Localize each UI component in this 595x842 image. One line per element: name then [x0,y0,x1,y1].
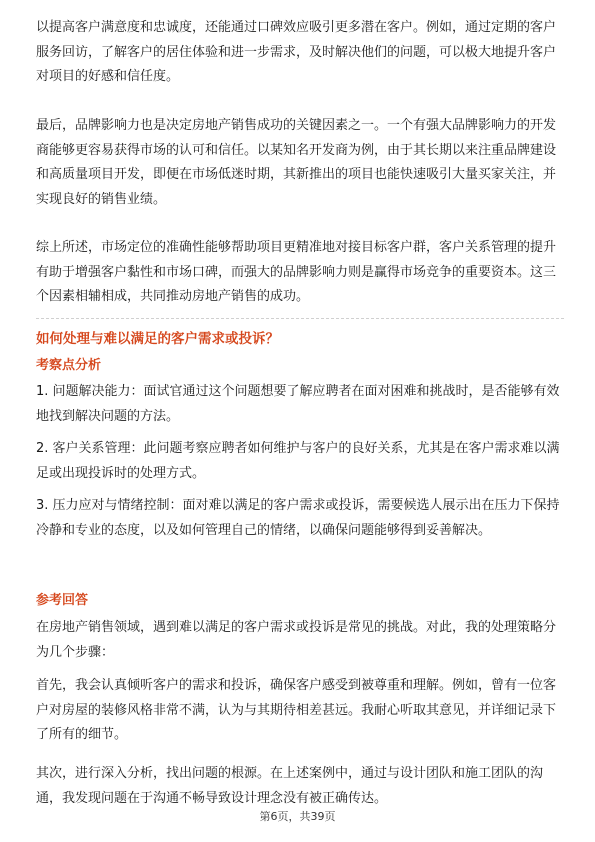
body-paragraph: 综上所述，市场定位的准确性能够帮助项目更精准地对接目标客户群，客户关系管理的提升有助于增强客户黏性和市场口碑，而强大的品牌影响力则是赢得市场竞争的重要资本。这三个因素相辅相成，共同推动房地产销售的成功。 [36,240,557,304]
analysis-point: 2. 客户关系管理：此问题考察应聘者如何维护与客户的良好关系，尤其是在客户需求难以满足或出现投诉时的处理方式。 [36,441,560,481]
analysis-point: 3. 压力应对与情绪控制：面对难以满足的客户需求或投诉，需要候选人展示出在压力下保持冷静和专业的态度，以及如何管理自己的情绪，以确保问题能够得到妥善解决。 [36,498,560,538]
answer-heading: 参考回答 [36,593,89,608]
body-paragraph: 最后，品牌影响力也是决定房地产销售成功的关键因素之一。一个有强大品牌影响力的开发商能够更容易获得市场的认可和信任。以某知名开发商为例，由于其长期以来注重品牌建设和高质量项目开发，即便在市场低迷时期，其新推出的项目也能快速吸引大量买家关注，并实现良好的销售业绩。 [36,118,557,207]
question-title: 如何处理与难以满足的客户需求或投诉？ [36,331,279,347]
analysis-heading: 考察点分析 [36,358,102,373]
analysis-point: 1. 问题解决能力：面试官通过这个问题想要了解应聘者在面对困难和挑战时，是否能够有效地找到解决问题的方法。 [36,384,560,424]
answer-paragraph: 首先，我会认真倾听客户的需求和投诉，确保客户感受到被尊重和理解。例如，曾有一位客户对房屋的装修风格非常不满，认为与其期待相差甚远。我耐心听取其意见，并详细记录下了所有的细节。 [36,678,557,742]
body-paragraph: 以提高客户满意度和忠诚度，还能通过口碑效应吸引更多潜在客户。例如，通过定期的客户服务回访，了解客户的居住体验和进一步需求，及时解决他们的问题，可以极大地提升客户对项目的好感和信任度。 [36,20,557,84]
answer-paragraph: 在房地产销售领域，遇到难以满足的客户需求或投诉是常见的挑战。对此，我的处理策略分为几个步骤： [36,620,557,660]
answer-paragraph: 其次，进行深入分析，找出问题的根源。在上述案例中，通过与设计团队和施工团队的沟通，我发现问题在于沟通不畅导致设计理念没有被正确传达。 [36,766,544,806]
section-divider [36,318,564,319]
page-number: 第6页，共39页 [259,810,336,823]
